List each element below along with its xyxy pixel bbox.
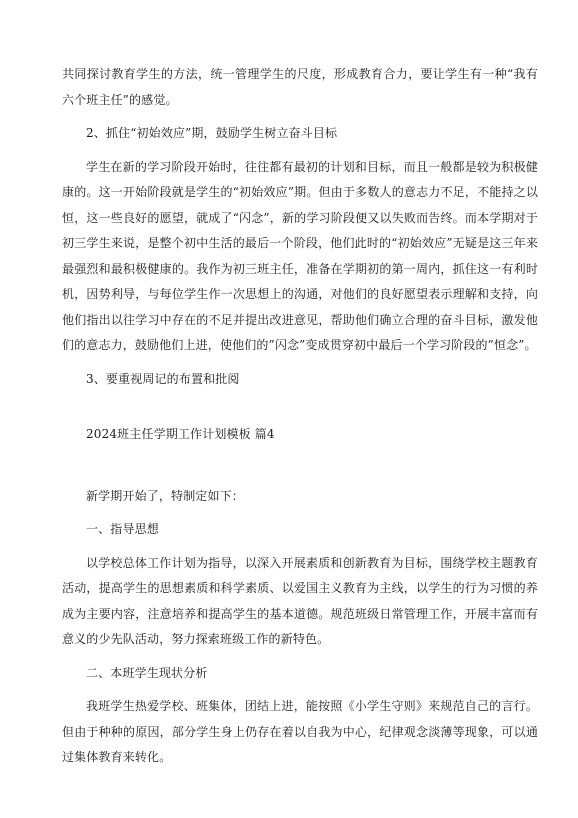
spacer [62,147,538,155]
spacer [62,543,538,551]
heading-guiding-ideology: 一、指导思想 [86,522,159,536]
paragraph-class-status: 我班学生热爱学校、班集体，团结上进，能按照《小学生守则》来规范自己的言行。但由于种种的原因，部分学生身上仍存在着以自我为中心，纪律观念淡薄等现象，可以通过集体教育来转化。 [62,699,538,764]
spacer [62,448,538,484]
spacer [62,653,538,661]
paragraph-new-term: 新学期开始了，特制定如下： [86,488,244,503]
spacer [62,392,538,422]
paragraph-intro-tail: 共同探讨教育学生的方法，统一管理学生的尺度，形成教育合力，要让学生有一种“我有六个班主任”的感觉。 [62,67,538,107]
template-title: 2024班主任学期工作计划模板 篇4 [86,427,275,441]
section-heading-2: 2、抓住“初始效应”期，鼓励学生树立奋斗目标 [86,126,338,140]
section-heading-3: 3、要重视周记的布置和批阅 [86,371,240,386]
paragraph-guiding-ideology: 以学校总体工作计划为指导，以深入开展素质和创新教育为目标，围绕学校主题教育活动，提高学生的思想素质和科学素质、以爱国主义教育为主线，以学生的行为习惯的养成为主要内容，注意培养和提高学生的基本道德。规范班级日常管理工作，开展丰富而有意义的少先队活动，努力探索班级工作的新特色。 [62,555,538,646]
paragraph-initial-effect: 学生在新的学习阶段开始时，往往都有最初的计划和目标，而且一般都是较为积极健康的。这一开始阶段就是学生的“初始效应”期。但由于多数人的意志力不足，不能持之以恒，这一些良好的愿望，就成了“闪念”，新的学习阶段便又以失败而告终。而本学期对于初三学生来说，是整个初中生活的最后一个阶段，他们此时的“初始效应”无疑是这三年来最强烈和最积极健康的。我作为初三班主任，准备在学期初的第一周内，抓住这一有利时机，因势利导，与每位学生作一次思想上的沟通，对他们的良好愿望表示理解和支持，向他们指出以往学习中存在的不足并提出改进意见，帮助他们确立合理的奋斗目标，激发他们的意志力，鼓励他们上进，使他们的”闪念”变成贯穿初中最后一个学习阶段的”恒念”。 [62,159,538,352]
spacer [62,509,538,517]
heading-class-status: 二、本班学生现状分析 [86,665,208,680]
spacer [62,113,538,121]
spacer [62,686,538,694]
spacer [62,359,538,367]
